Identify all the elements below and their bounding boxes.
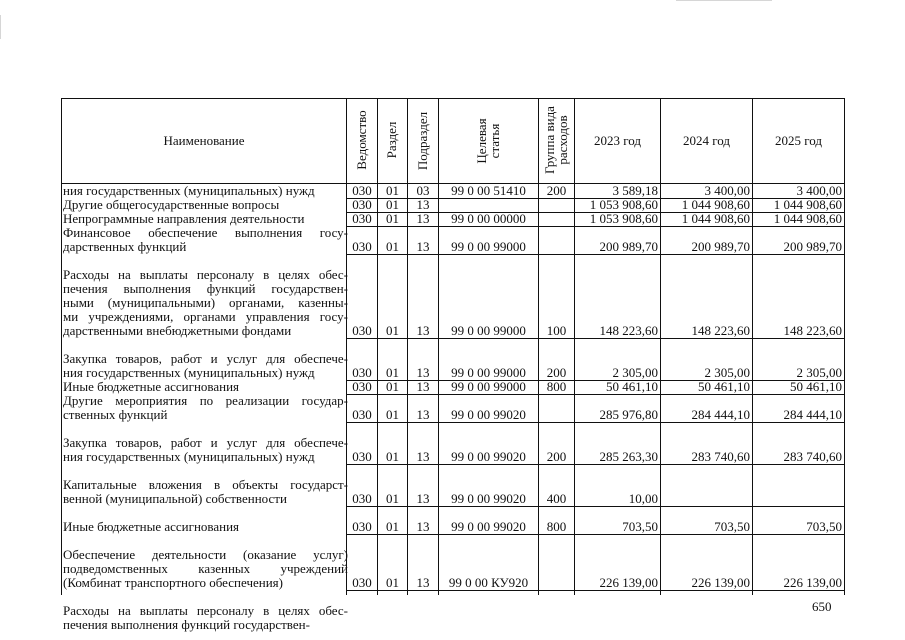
- cell-section: 01: [386, 184, 399, 198]
- cell-expense-group: 100: [546, 324, 567, 338]
- cell-name-line: Финансовое обеспечение выполнения госу-: [63, 225, 348, 240]
- header-target-article-line-1: Целевая: [474, 118, 489, 164]
- header-expense-group: [543, 100, 569, 180]
- cell-target-article: 99 0 00 99000: [451, 324, 526, 338]
- cell-name-line: ния государственных (муниципальных) нужд: [63, 365, 315, 380]
- row-divider: [347, 226, 844, 227]
- cell-target-article: 99 0 00 00000: [451, 212, 526, 226]
- row-divider: [347, 534, 844, 535]
- cell-year-2025: 2 305,00: [796, 366, 842, 380]
- cell-target-article: 99 0 00 99000: [451, 380, 526, 394]
- header-subsection: Подраздел: [415, 111, 430, 171]
- cell-year-2025: 50 461,10: [790, 380, 842, 394]
- cell-year-2023: 2 305,00: [612, 366, 658, 380]
- cell-subsection: 13: [416, 240, 430, 254]
- cell-name-line: дарственных функций: [63, 239, 187, 254]
- cell-department: 030: [352, 198, 372, 212]
- cell-year-2023: 226 139,00: [599, 576, 658, 590]
- cell-name-line: Иные бюджетные ассигнования: [63, 379, 240, 394]
- cell-year-2024: 200 989,70: [691, 240, 750, 254]
- cell-department: 030: [352, 520, 372, 534]
- cell-section: 01: [386, 240, 399, 254]
- cell-department: 030: [352, 450, 372, 464]
- cell-expense-group: 200: [546, 450, 567, 464]
- cell-section: 01: [386, 408, 399, 422]
- cell-year-2024: 226 139,00: [691, 576, 750, 590]
- cell-year-2025: 283 740,60: [783, 450, 842, 464]
- cell-year-2024: 283 740,60: [691, 450, 750, 464]
- cell-expense-group: 800: [546, 380, 567, 394]
- cell-name-line: ния государственных (муниципальных) нужд: [63, 449, 315, 464]
- cell-year-2023: 285 263,30: [599, 450, 658, 464]
- cell-target-article: 99 0 00 99020: [451, 520, 526, 534]
- cell-name-line: Другие общегосударственные вопросы: [63, 197, 280, 212]
- cell-year-2025: 148 223,60: [783, 324, 842, 338]
- cell-department: 030: [352, 576, 372, 590]
- cell-year-2023: 3 589,18: [612, 184, 658, 198]
- cell-subsection: 13: [416, 492, 430, 506]
- cell-name-line: (Комбинат транспортного обеспечения): [63, 575, 283, 590]
- cell-target-article: 99 0 00 КУ920: [448, 576, 529, 590]
- cell-year-2024: 2 305,00: [704, 366, 750, 380]
- row-divider: [347, 394, 844, 395]
- cell-section: 01: [386, 380, 399, 394]
- header-target-article-line-2: статья: [487, 123, 502, 159]
- cell-subsection: 13: [416, 212, 430, 226]
- cell-section: 01: [386, 450, 399, 464]
- cell-year-2024: 1 044 908,60: [681, 212, 750, 226]
- row-divider: [347, 338, 844, 339]
- cell-year-2024: 284 444,10: [691, 408, 750, 422]
- cell-department: 030: [352, 492, 372, 506]
- header-target-article: [475, 108, 501, 174]
- cell-year-2025: 1 044 908,60: [773, 212, 842, 226]
- cell-year-2023: 285 976,80: [599, 408, 658, 422]
- cell-year-2023: 200 989,70: [599, 240, 658, 254]
- cell-target-article: 99 0 00 51410: [451, 184, 526, 198]
- header-expense-group-line-1: Группа вида: [542, 106, 557, 174]
- cell-year-2024: 50 461,10: [698, 380, 750, 394]
- cell-year-2025: 1 044 908,60: [773, 198, 842, 212]
- cell-name-line: Капитальные вложения в объекты государст-: [63, 477, 348, 492]
- cell-subsection: 13: [416, 380, 430, 394]
- cell-expense-group: 200: [546, 366, 567, 380]
- cell-year-2023: 50 461,10: [606, 380, 658, 394]
- cell-target-article: 99 0 00 99000: [451, 240, 526, 254]
- cell-name-line: венной (муниципальной) собственности: [63, 491, 287, 506]
- cell-expense-group: 200: [546, 184, 567, 198]
- cell-name-line: дарственными внебюджетными фондами: [63, 323, 292, 338]
- cell-department: 030: [352, 408, 372, 422]
- row-divider: [347, 254, 844, 255]
- cell-expense-group: 400: [546, 492, 567, 506]
- cell-name-line: ными (муниципальными) органами, казенны-: [63, 295, 348, 310]
- row-divider: [347, 590, 844, 591]
- cell-name-line: Непрограммные направления деятельности: [63, 211, 305, 226]
- cell-subsection: 13: [416, 576, 430, 590]
- cell-year-2025: 703,50: [806, 520, 842, 534]
- cell-name-line: Обеспечение деятельности (оказание услуг): [63, 547, 348, 562]
- cell-section: 01: [386, 492, 399, 506]
- header-name: Наименование: [163, 133, 245, 148]
- cell-year-2023: 10,00: [628, 492, 658, 506]
- cell-year-2025: 3 400,00: [796, 184, 842, 198]
- cell-subsection: 13: [416, 520, 430, 534]
- header-year-2025: 2025 год: [775, 133, 822, 148]
- cell-name-line: печения выполнения функций государствен-: [63, 617, 310, 632]
- header-department: Ведомство: [354, 110, 369, 170]
- cell-name-line: ственных функций: [63, 407, 168, 422]
- cell-section: 01: [386, 520, 399, 534]
- cell-name-line: печения выполнения функций государствен-: [63, 281, 348, 296]
- cell-year-2025: 284 444,10: [783, 408, 842, 422]
- cell-name-line: Другие мероприятия по реализации государ-: [63, 393, 348, 408]
- cell-department: 030: [352, 324, 372, 338]
- scan-mark-top: [676, 0, 772, 1]
- cell-subsection: 03: [416, 184, 430, 198]
- cell-name-line: ния государственных (муниципальных) нужд: [63, 183, 315, 198]
- cell-subsection: 13: [416, 450, 430, 464]
- cell-year-2025: 226 139,00: [783, 576, 842, 590]
- cell-year-2024: 148 223,60: [691, 324, 750, 338]
- header-expense-group-line-2: расходов: [555, 115, 570, 165]
- cell-target-article: 99 0 00 99020: [451, 450, 526, 464]
- cell-department: 030: [352, 240, 372, 254]
- cell-section: 01: [386, 324, 399, 338]
- cell-section: 01: [386, 212, 399, 226]
- cell-name-line: Иные бюджетные ассигнования: [63, 519, 240, 534]
- header-year-2024: 2024 год: [683, 133, 730, 148]
- cell-department: 030: [352, 212, 372, 226]
- cell-department: 030: [352, 366, 372, 380]
- cell-name-line: Расходы на выплаты персоналу в целях обес-: [63, 603, 348, 618]
- row-divider: [347, 464, 844, 465]
- cell-year-2024: 703,50: [714, 520, 750, 534]
- cell-year-2024: 1 044 908,60: [681, 198, 750, 212]
- cell-name-line: Закупка товаров, работ и услуг для обеспече-: [63, 435, 348, 450]
- header-year-2023: 2023 год: [594, 133, 641, 148]
- cell-name-line: подведомственных казенных учреждений: [63, 561, 348, 576]
- cell-name-line: Расходы на выплаты персоналу в целях обес-: [63, 267, 348, 282]
- cell-target-article: 99 0 00 99020: [451, 408, 526, 422]
- header-section: Раздел: [384, 121, 399, 159]
- row-divider: [347, 422, 844, 423]
- cell-subsection: 13: [416, 366, 430, 380]
- cell-target-article: 99 0 00 99000: [451, 366, 526, 380]
- cell-year-2023: 1 053 908,60: [589, 212, 658, 226]
- cell-name-line: ми учреждениями, органами управления госу-: [63, 309, 348, 324]
- cell-expense-group: 800: [546, 520, 567, 534]
- cell-subsection: 13: [416, 408, 430, 422]
- cell-target-article: 99 0 00 99020: [451, 492, 526, 506]
- cell-department: 030: [352, 184, 372, 198]
- table-border-right: [844, 98, 845, 595]
- cell-subsection: 13: [416, 324, 430, 338]
- cell-subsection: 13: [416, 198, 430, 212]
- cell-section: 01: [386, 198, 399, 212]
- row-divider: [347, 506, 844, 507]
- cell-year-2023: 703,50: [622, 520, 658, 534]
- cell-year-2023: 148 223,60: [599, 324, 658, 338]
- cell-department: 030: [352, 380, 372, 394]
- cell-year-2025: 200 989,70: [783, 240, 842, 254]
- page-number: 650: [812, 599, 832, 614]
- cell-year-2024: 3 400,00: [704, 184, 750, 198]
- cell-section: 01: [386, 366, 399, 380]
- cell-section: 01: [386, 576, 399, 590]
- cell-name-line: Закупка товаров, работ и услуг для обеспече-: [63, 351, 348, 366]
- scan-mark-left: [0, 15, 1, 39]
- cell-year-2023: 1 053 908,60: [589, 198, 658, 212]
